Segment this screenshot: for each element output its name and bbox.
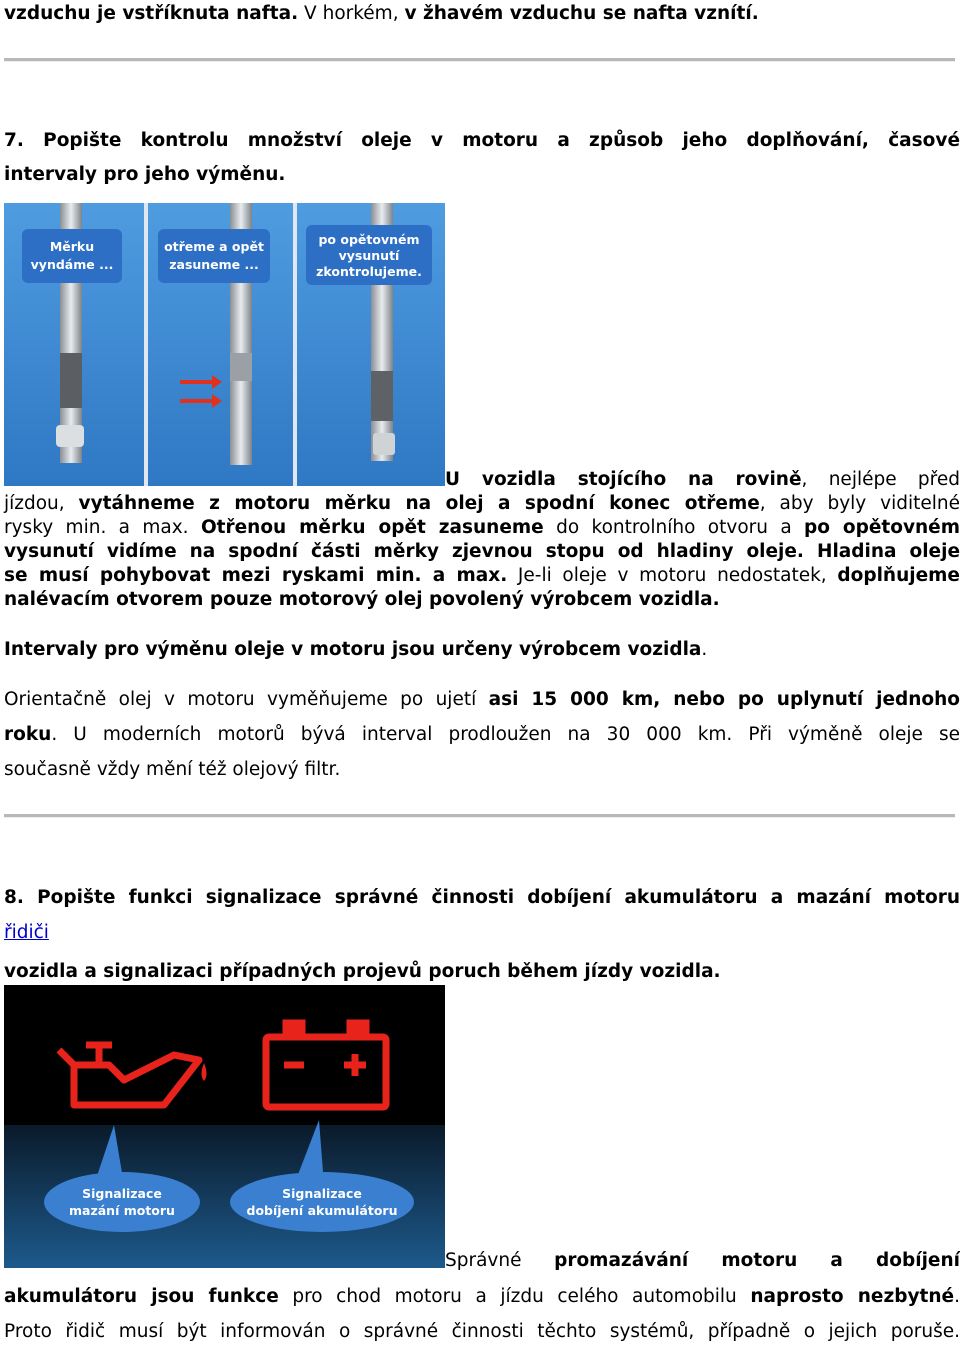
final-para-line3: Proto řidič musí být informován o správné činnosti těchto systémů, případně o jejich poruše. [4, 1321, 960, 1342]
oil-para-line1: U vozidla stojícího na rovině, nejlépe před [445, 469, 960, 490]
battery-caption-line1: Signalizace [282, 1186, 362, 1201]
caption-bubble-1 [22, 229, 122, 283]
panel-3-caption-line2: vysunutí [338, 248, 400, 263]
question-8-line3: vozidla a signalizaci případných projevů poruch během jízdy vozidla. [4, 961, 721, 982]
oil-para-line2: jízdou, vytáhneme z motoru měrku na olej a spodní konec otřeme, aby byly viditelné [4, 493, 960, 514]
caption-bubble-2 [158, 229, 270, 283]
oil-para-line4: vysunutí vidíme na spodní části měrky zjevnou stopu od hladiny oleje. Hladina oleje [4, 541, 960, 562]
panel-2-caption-line1: otřeme a opět [164, 239, 264, 254]
panel-3-caption-line3: zkontrolujeme. [316, 264, 422, 279]
ridici-link[interactable]: řidiči [4, 922, 49, 943]
question-7-line1: 7. Popište kontrolu množství oleje v motoru a způsob jeho doplňování, časové [4, 130, 960, 151]
change-para-line3: současně vždy mění též olejový filtr. [4, 759, 341, 780]
oil-caption-line2: mazání motoru [69, 1203, 175, 1218]
change-para-line2: roku. U moderních motorů bývá interval prodloužen na 30 000 km. Při výměně oleje se [4, 724, 960, 745]
question-8-line1: 8. Popište funkci signalizace správné činnosti dobíjení akumulátoru a mazání motoru [4, 887, 960, 908]
panel-1-caption-line2: vyndáme ... [30, 257, 114, 272]
intervals-line: Intervaly pro výměnu oleje v motoru jsou určeny výrobcem vozidla. [4, 639, 708, 660]
oil-caption-line1: Signalizace [82, 1186, 162, 1201]
dipstick-image [4, 203, 445, 486]
change-para-line1: Orientačně olej v motoru vyměňujeme po ujetí asi 15 000 km, nebo po uplynutí jednoho [4, 689, 960, 710]
caption-bubble-battery [230, 1172, 414, 1232]
final-para-line1: Správné promazávání motoru a dobíjení [445, 1250, 960, 1271]
divider [4, 814, 955, 818]
intro-line: vzduchu je vstříknuta nafta. V horkém, v žhavém vzduchu se nafta vznítí. [4, 3, 759, 24]
panel-1-caption-line1: Měrku [49, 239, 95, 254]
final-para-line2: akumulátoru jsou funkce pro chod motoru a jízdu celého automobilu naprosto nezbytné. [4, 1286, 960, 1307]
divider [4, 58, 955, 62]
battery-caption-line2: dobíjení akumulátoru [246, 1203, 398, 1218]
panel-2-caption-line2: zasuneme ... [169, 257, 259, 272]
warning-lamps-image [4, 985, 445, 1268]
caption-bubble-oil [44, 1172, 200, 1232]
oil-para-line3: rysky min. a max. Otřenou měrku opět zasuneme do kontrolního otvoru a po opětovném [4, 517, 960, 538]
question-8-link-line [4, 921, 960, 945]
oil-para-line6: nalévacím otvorem pouze motorový olej povolený výrobcem vozidla. [4, 589, 720, 610]
panel-3-caption-line1: po opětovném [318, 232, 420, 247]
question-7-line2: intervaly pro jeho výměnu. [4, 164, 286, 185]
oil-para-line5: se musí pohybovat mezi ryskami min. a max. Je-li oleje v motoru nedostatek, doplňujeme [4, 565, 960, 586]
